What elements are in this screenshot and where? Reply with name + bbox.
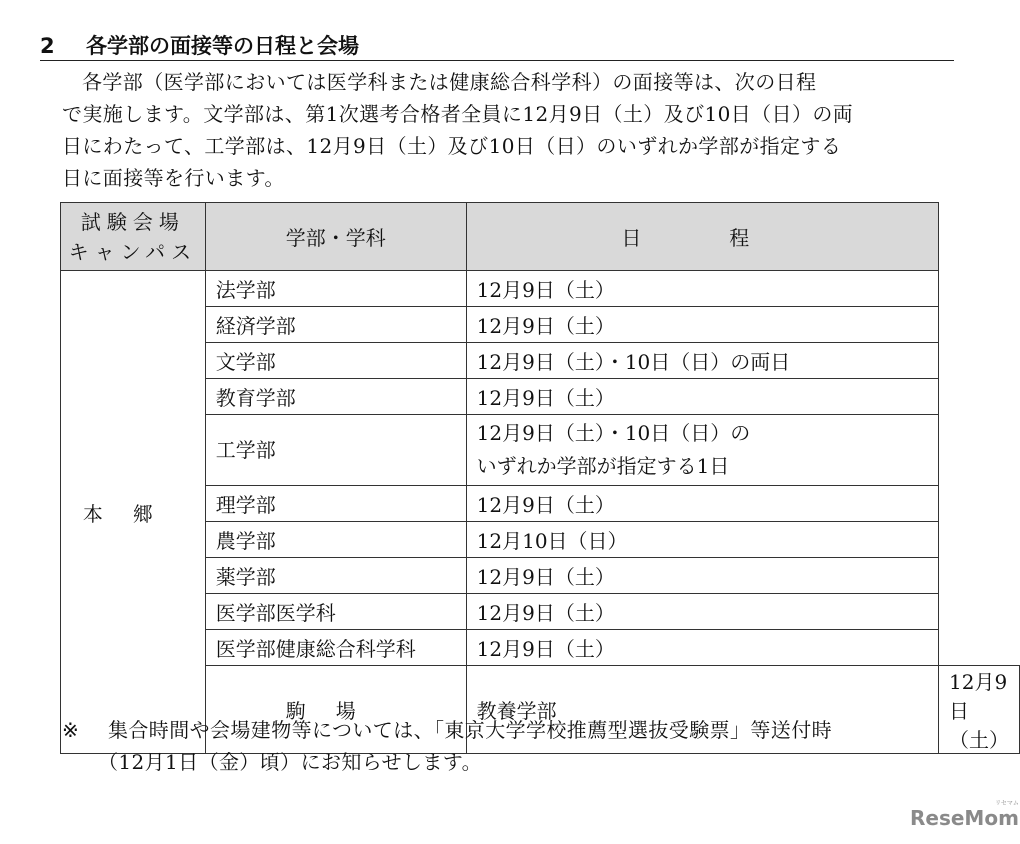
faculty-cell: 医学部医学科 [205, 594, 466, 630]
intro-paragraph [62, 66, 956, 194]
date-cell [466, 415, 938, 486]
resemom-logo [910, 800, 1019, 830]
date-cell: 12月9日（土） [466, 271, 938, 307]
section-title: 各学部の面接等の日程と会場 [86, 34, 359, 58]
date-cell: 12月9日（土） [466, 558, 938, 594]
header-faculty: 学部・学科 [205, 203, 466, 271]
table-row [61, 630, 1020, 666]
header-campus-line1: 試験会場 [80, 209, 185, 234]
campus-hongo: 本郷 [61, 271, 206, 754]
reference-mark: ※ [62, 718, 80, 742]
header-campus-line2: キャンパス [68, 239, 198, 264]
table-header-row [61, 203, 1020, 271]
header-campus [61, 203, 206, 271]
date-line: いずれか学部が指定する1日 [476, 454, 730, 478]
faculty-cell: 文学部 [205, 343, 466, 379]
logo-text: ReseMom [910, 806, 1019, 830]
date-cell: 12月9日（土） [466, 379, 938, 415]
table-row [61, 415, 1020, 486]
faculty-cell: 教育学部 [205, 379, 466, 415]
date-cell: 12月10日（日） [466, 522, 938, 558]
date-cell: 12月9日（土） [939, 666, 1020, 754]
footnote [62, 714, 956, 778]
faculty-cell: 経済学部 [205, 307, 466, 343]
faculty-cell: 理学部 [205, 486, 466, 522]
table-row [61, 379, 1020, 415]
footnote-line1 [62, 714, 956, 746]
faculty-cell: 農学部 [205, 522, 466, 558]
intro-line: で実施します。文学部は、第1次選考合格者全員に12月9日（土）及び10日（日）の両 [62, 102, 854, 126]
table-row [61, 486, 1020, 522]
date-cell: 12月9日（土） [466, 594, 938, 630]
faculty-cell: 教養学部 [466, 666, 938, 754]
faculty-cell: 工学部 [205, 415, 466, 486]
section-number: 2 [40, 34, 55, 58]
header-date-text: 日 程 [621, 226, 784, 250]
faculty-cell: 法学部 [205, 271, 466, 307]
footnote-text: 集合時間や会場建物等については、「東京大学学校推薦型選抜受験票」等送付時 [108, 718, 832, 742]
table-row [61, 558, 1020, 594]
logo-small-text: リセマム [994, 800, 1019, 807]
date-cell: 12月9日（土） [466, 630, 938, 666]
table-row [61, 522, 1020, 558]
intro-line: 各学部（医学部においては医学科または健康総合科学科）の面接等は、次の日程 [82, 70, 817, 94]
intro-line: 日に面接等を行います。 [62, 166, 285, 190]
section-heading [40, 32, 954, 61]
header-date [466, 203, 938, 271]
schedule-table [60, 202, 1020, 754]
footnote-line2: （12月1日（金）頃）にお知らせします。 [98, 750, 482, 774]
date-cell: 12月9日（土） [466, 307, 938, 343]
table-row [61, 307, 1020, 343]
faculty-cell: 医学部健康総合科学科 [205, 630, 466, 666]
date-cell: 12月9日（土） [466, 486, 938, 522]
faculty-cell: 薬学部 [205, 558, 466, 594]
campus-komaba: 駒場 [205, 666, 466, 754]
date-line: 12月9日（土）・10日（日）の [476, 421, 751, 445]
table-row [61, 594, 1020, 630]
table-row [61, 343, 1020, 379]
intro-line: 日にわたって、工学部は、12月9日（土）及び10日（日）のいずれか学部が指定する [62, 134, 842, 158]
table-row [61, 271, 1020, 307]
date-cell: 12月9日（土）・10日（日）の両日 [466, 343, 938, 379]
